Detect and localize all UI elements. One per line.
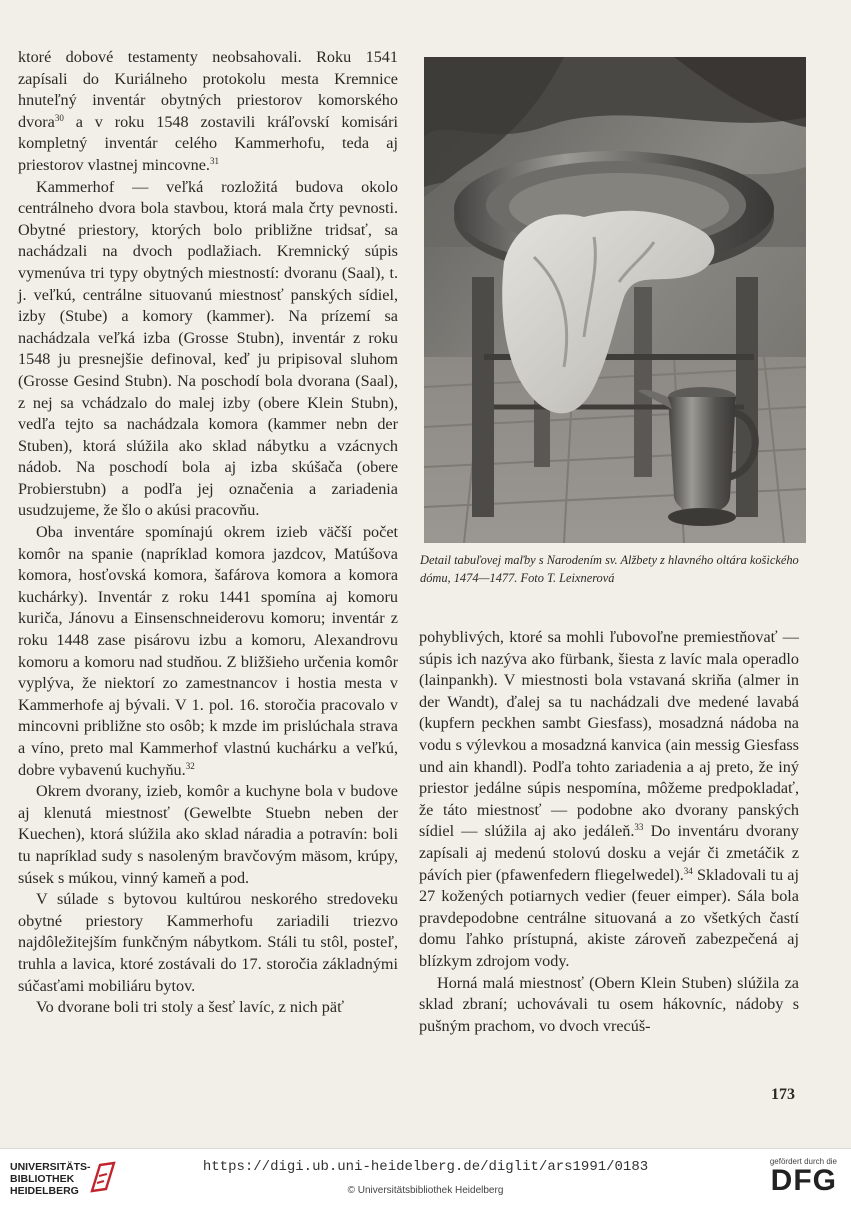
paragraph: ktoré dobové testamenty neobsahovali. Roku 1541 zapísali do Kuriálneho protokolu mesta Kremnice hnuteľný inventár obytných priestorov komorského dvora$^{30}$ a v roku 1548 zostavili kráľovskí komisári kompletný inventár celého Kammerhofu, teda aj priestorov vlastnej mincovne.$^{31}$ xyxy=(18,48,398,174)
logo-text-line: UNIVERSITÄTS- xyxy=(10,1161,91,1173)
paragraph: Okrem dvorany, izieb, komôr a kuchyne bola v budove aj klenutá miestnosť (Gewelbte Stuebn neben der Kuechen), ktorá slúžila ako sklad náradia a potravín: boli tu napríklad sudy s nasoleným bravčovým mäsom, krúpy, súsek s múkou, vinný kameň a pod. xyxy=(18,782,398,887)
permalink-url[interactable]: https://digi.ub.uni-heidelberg.de/diglit/ars1991/0183 xyxy=(202,1159,649,1175)
basin-on-stool-illustration xyxy=(424,57,806,543)
left-text-column xyxy=(18,47,398,1019)
paragraph: V súlade s bytovou kultúrou neskorého stredoveku obytné priestory Kammerhofu zariadili triezvo najdôležitejším funkčným nábytkom. Stáli tu stôl, posteľ, truhla a lavica, ktoré zostávali do 17. storočia základnými súčasťami mobiliáru bytov. xyxy=(18,890,398,995)
paragraph: Oba inventáre spomínajú okrem izieb väčší počet komôr na spanie (napríklad komora jazdcov, Matúšova komora, hosťovská komora, šafárova komora a komora kuchárky). Inventár z roku 1441 spomína aj komoru kuriča, Jánovu a Einsenschneiderovu komoru; inventár z roku 1448 zase pisárovu izbu a komoru, Alexandrovu komoru a komoru nad studňou. Z bližšieho určenia komôr vyplýva, že niektorí zo zamestnancov i hostia mesta v Kammerhofe aj bývali. V 1. pol. 16. storočia pracovalo v mincovni približne sto osôb; k mzde im prislúchala strava a víno, preto mal Kammerhof vlastnú kuchárku a veľkú, dobre vybavenú kuchyňu.$^{32}$ xyxy=(18,523,398,779)
paragraph: pohyblivých, ktoré sa mohli ľubovoľne premiestňovať — súpis ich nazýva ako fürbank, šiesta z lavíc mala operadlo (lainpankh). V miestnosti bola vstavaná skriňa (almer in der Wandt), ďalej sa tu nachádzali dve medené lavabá (kupfern peckhen sambt Giesfass), mosadzná nádoba na vodu s výlevkou a mosadzná kanvica (ain messig Giesfass und ain khandl). Podľa tohto zariadenia a aj preto, že iný priestor jedálne súpis nespomína, môžeme predpokladať, že táto miestnosť — podobne ako dvorany panských sídiel — slúžila aj ako jedáleň.$^{33}$ Do inventáru dvorany zapísali aj medenú stolovú dosku a vejár či zmetáčik z pávích pier (pfawenfedern fliegelwedel).$^{34}$ Skladovali tu aj 27 kožených potiarnych vedier (feuer eimper). Sála bola pravdepodobne centrálne situovaná a zo všetkých častí domu ľahko prístupná, akiste zároveň zabezpečená aj blízkym zdrojom vody. xyxy=(419,628,799,970)
sponsor-name: DFG xyxy=(770,1164,837,1197)
painting-detail-image xyxy=(424,57,806,543)
viewer-footer xyxy=(0,1148,851,1209)
paragraph: Kammerhof — veľká rozložitá budova okolo centrálneho dvora bola stavbou, ktorá mala črty pevnosti. Obytné priestory, ktorých bolo približne tridsať, sa nachádzali na dvoch podlažiach. Kremnický súpis vymenúva tri typy obytných miestností: dvoranu (Saal), t. j. veľkú, centrálne situovanú miestnosť panských sídiel, izby (Stube) a komory (kammer). Na prízemí sa nachádzala veľká izba (Grosse Stubn), inventár z roku 1548 ju presnejšie definoval, keď ju pripisoval sluhom (Grosse Gesind Stubn). Na poschodí bola dvorana (Saal), z nej sa vchádzalo do malej izby (obere Klein Stubn), vedľa tejto sa nachádzala komora (kammer nebn der Stuben), ktorá slúžila ako sklad nábytku a vzácnych nádob. Na poschodí bola aj izba skúšača (obere Probierstubn) a podľa jej označenia a zariadenia usudzujeme, že šlo o akúsi pracovňu. xyxy=(18,177,398,520)
right-text-column xyxy=(419,627,799,1037)
paragraph: Horná malá miestnosť (Obern Klein Stuben) slúžila za sklad zbraní; uchovávali tu osem hákovníc, nádoby s pušným prachom, vo dvoch vrecúš- xyxy=(419,973,799,1035)
page-number: 173 xyxy=(771,1086,795,1103)
copyright-notice: © Universitätsbibliothek Heidelberg xyxy=(347,1185,504,1196)
logo-text-line: HEIDELBERG xyxy=(10,1185,79,1197)
sponsor-label: gefördert durch die xyxy=(769,1157,837,1166)
logo-text-line: BIBLIOTHEK xyxy=(10,1173,75,1185)
dfg-logo[interactable] xyxy=(747,1157,837,1203)
figure-caption: Detail tabuľovej maľby s Narodením sv. Alžbety z hlavného oltára košického dómu, 1474—1477. Foto T. Leixnerová xyxy=(420,553,799,585)
paragraph: Vo dvorane boli tri stoly a šesť lavíc, z nich päť xyxy=(36,998,344,1017)
